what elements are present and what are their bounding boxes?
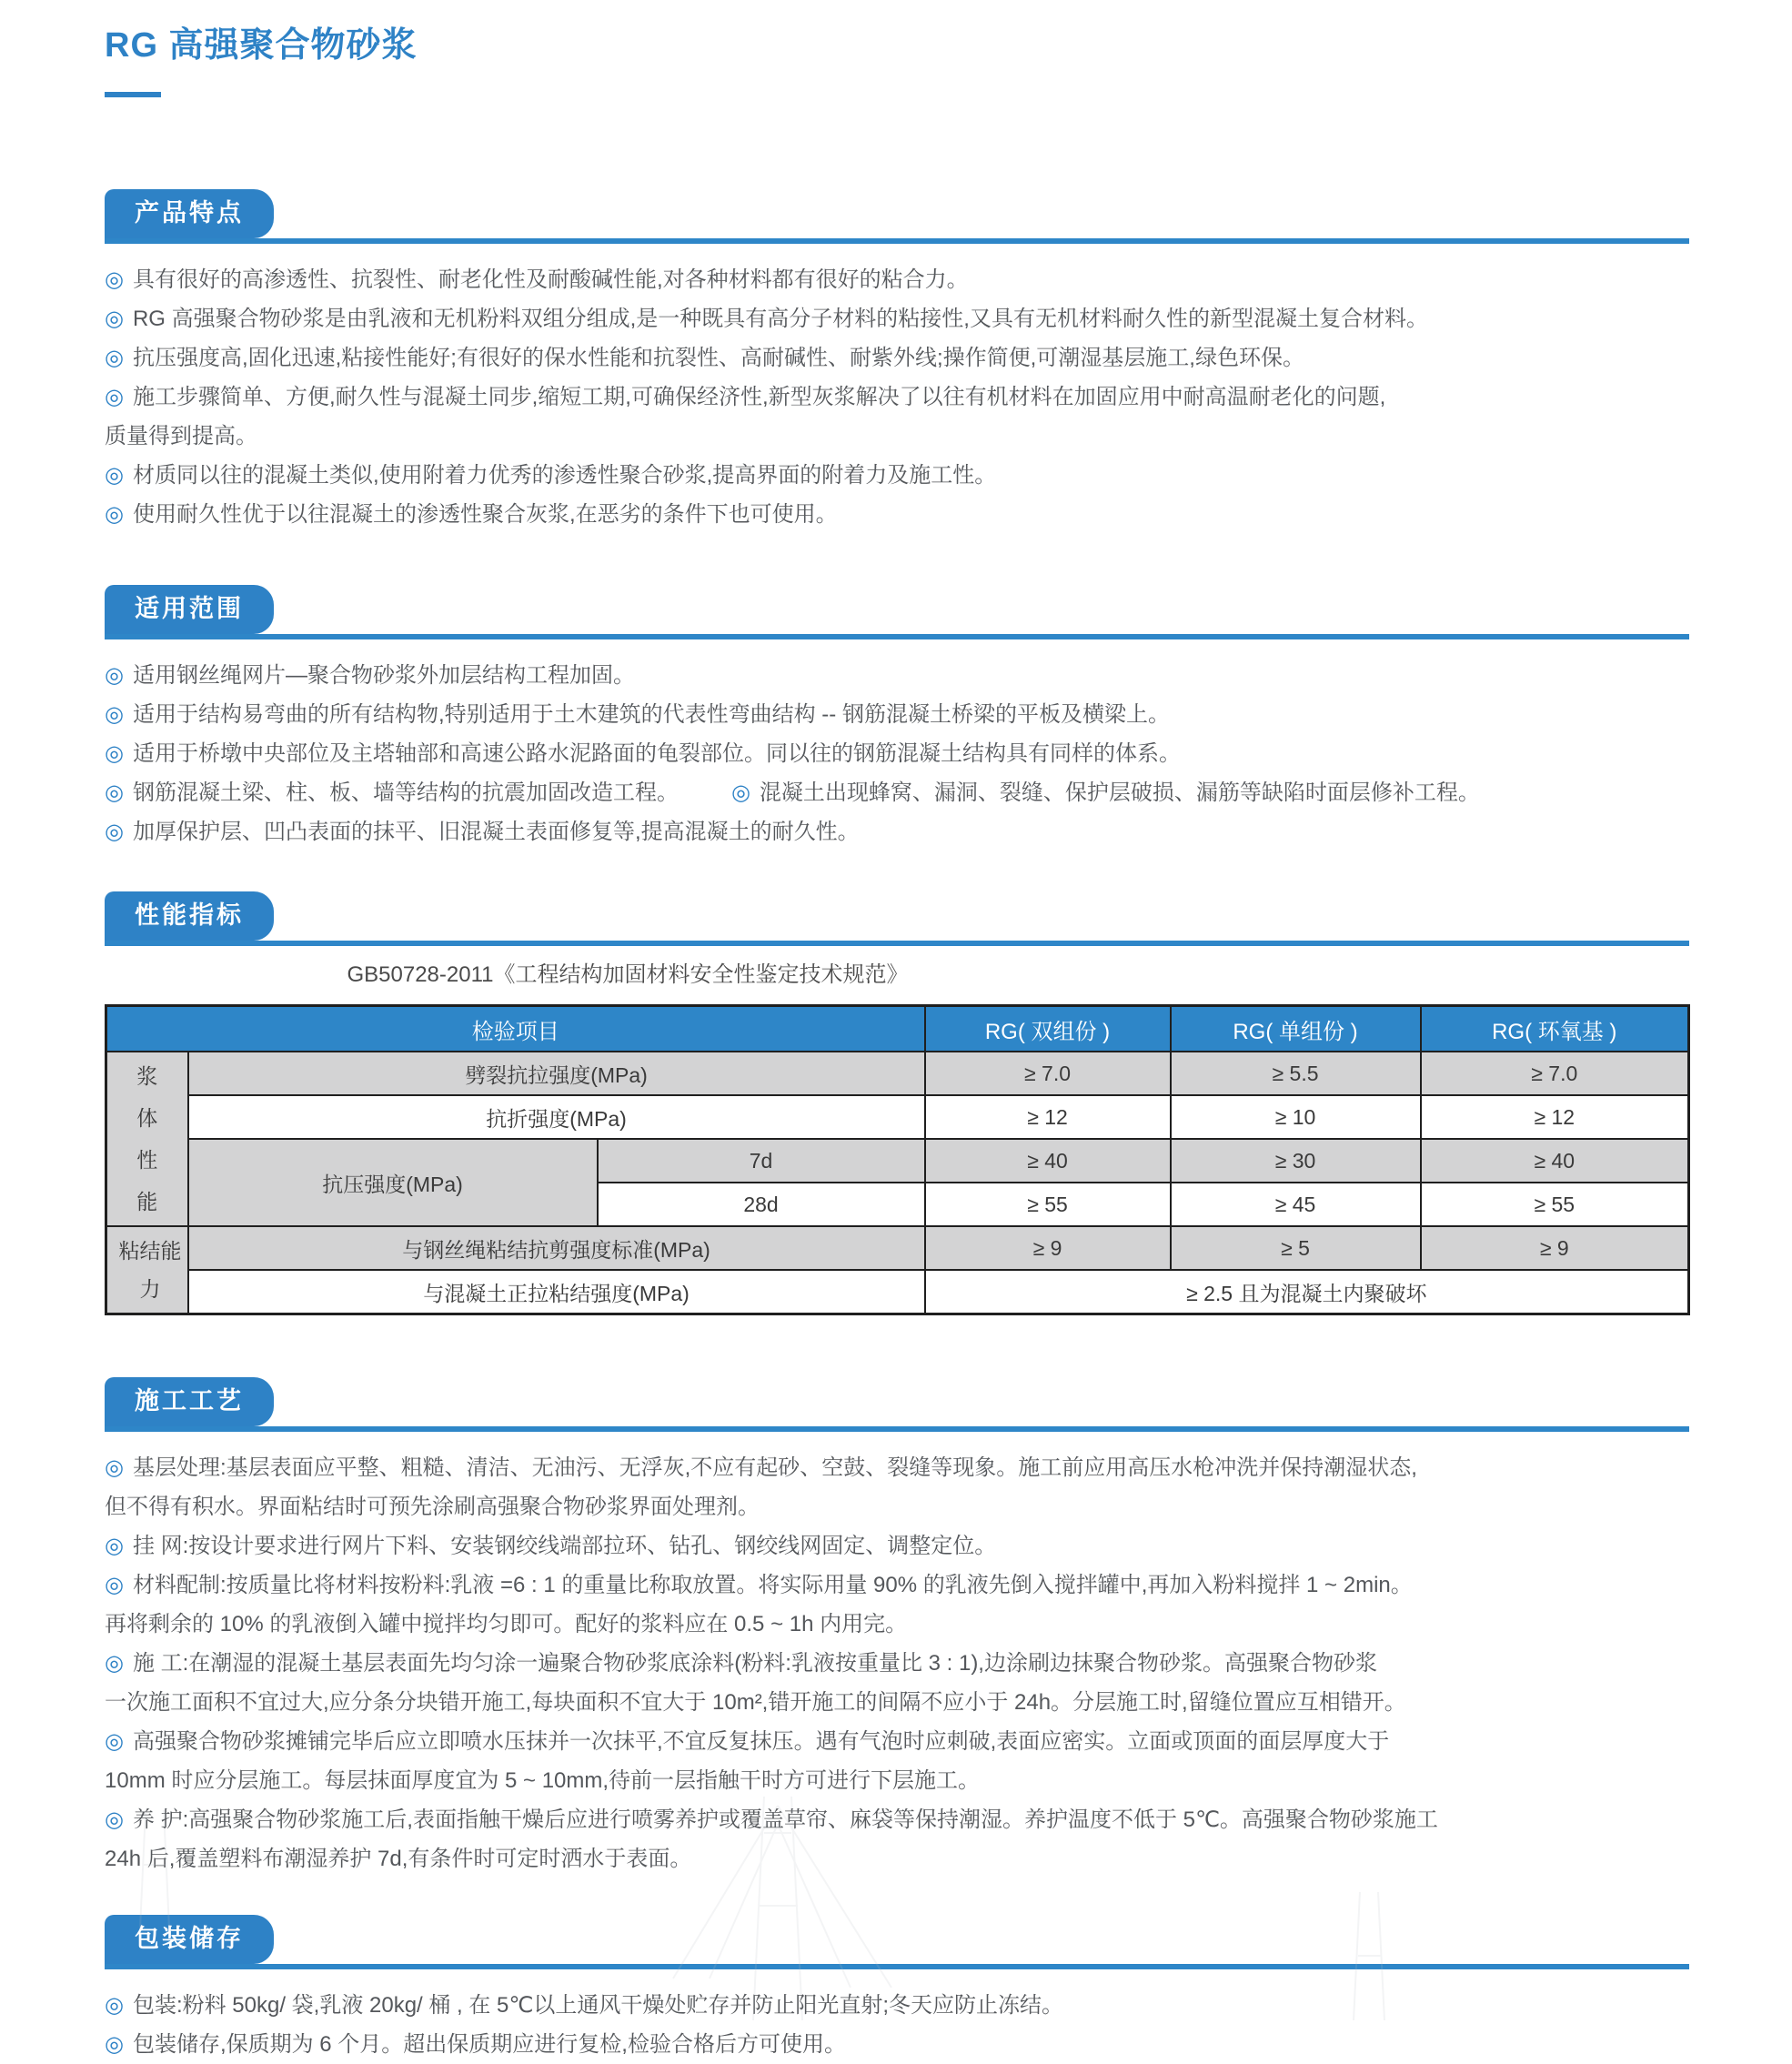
list-item (105, 299, 1689, 338)
performance-table (105, 1004, 1690, 1315)
list-item (105, 1644, 1689, 1683)
list-item-text: 再将剩余的 10% 的乳液倒入罐中搅拌均匀即可。配好的浆料应在 0.5 ~ 1h 内用完。 (105, 1612, 908, 1636)
col-header-rg-epoxy: RG( 环氧基 ) (1421, 1006, 1689, 1052)
row-label: 劈裂抗拉强度(MPa) (188, 1052, 925, 1095)
cell-value: ≥ 45 (1171, 1183, 1421, 1226)
row-group-bonding: 粘结能力 (106, 1226, 188, 1314)
section-application-scope (105, 585, 1689, 851)
list-item-text: 10mm 时应分层施工。每层抹面厚度宜为 5 ~ 10mm,待前一层指触干时方可进行下层施工。 (105, 1768, 981, 1793)
list-item-text: 材质同以往的混凝土类似,使用附着力优秀的渗透性聚合砂浆,提高界面的附着力及施工性。 (132, 463, 997, 488)
list-item (105, 1761, 1689, 1800)
list-item-text: 施 工:在潮湿的混凝土基层表面先均匀涂一遍聚合物砂浆底涂料(粉料:乳液按重量比 3 : 1),边涂刷边抹聚合物砂浆。高强聚合物砂浆 (132, 1651, 1377, 1676)
section-rule (105, 1377, 1689, 1432)
row-group-slurry: 浆体性能 (106, 1052, 188, 1226)
title-underline (105, 92, 161, 97)
list-item-text: 钢筋混凝土梁、柱、板、墙等结构的抗震加固改造工程。 (132, 780, 679, 805)
list-item-text: 抗压强度高,固化迅速,粘接性能好;有很好的保水性能和抗裂性、高耐碱性、耐紫外线;操作简便,可潮湿基层施工,绿色环保。 (132, 346, 1304, 370)
section-packaging-storage (105, 1915, 1689, 2064)
bullet-icon: ◎ (105, 346, 124, 370)
cell-value: ≥ 40 (925, 1139, 1171, 1183)
table-row (106, 1052, 1689, 1095)
cell-value: ≥ 12 (925, 1095, 1171, 1139)
cell-value: ≥ 7.0 (925, 1052, 1171, 1095)
list-item (105, 1986, 1689, 2025)
row-label: 抗折强度(MPa) (188, 1095, 925, 1139)
bullet-list (105, 1448, 1689, 1878)
cell-value-merged: ≥ 2.5 且为混凝土内聚破坏 (925, 1270, 1689, 1314)
bullet-icon: ◎ (105, 780, 124, 805)
list-item-text: 挂 网:按设计要求进行网片下料、安装钢绞线端部拉环、钻孔、钢绞线网固定、调整定位。 (132, 1534, 997, 1558)
bullet-icon: ◎ (105, 702, 124, 727)
col-header-rg-two-part: RG( 双组份 ) (925, 1006, 1171, 1052)
list-item (105, 1683, 1689, 1722)
section-rule (105, 585, 1689, 639)
list-item-text: 适用于结构易弯曲的所有结构物,特别适用于土木建筑的代表性弯曲结构 -- 钢筋混凝土桥梁的平板及横梁上。 (132, 702, 1170, 727)
col-header-item: 检验项目 (106, 1006, 925, 1052)
list-item-text: 材料配制:按质量比将材料按粉料:乳液 =6 : 1 的重量比称取放置。将实际用量 90% 的乳液先倒入搅拌罐中,再加入粉料搅拌 1 ~ 2min。 (132, 1573, 1413, 1597)
list-item-text: 包装:粉料 50kg/ 袋,乳液 20kg/ 桶 , 在 5℃以上通风干燥处贮存并防止阳光直射;冬天应防止冻结。 (132, 1993, 1064, 2018)
list-item-text: 高强聚合物砂浆摊铺完毕后应立即喷水压抹并一次抹平,不宜反复抹压。遇有气泡时应刺破,表面应密实。立面或顶面的面层厚度大于 (132, 1729, 1390, 1754)
bullet-icon: ◎ (105, 463, 124, 488)
bullet-icon: ◎ (105, 267, 124, 292)
list-item-text: 24h 后,覆盖塑料布潮湿养护 7d,有条件时可定时洒水于表面。 (105, 1847, 692, 1871)
cell-value: ≥ 5.5 (1171, 1052, 1421, 1095)
section-badge: 适用范围 (105, 585, 274, 634)
section-product-features (105, 189, 1689, 534)
bullet-icon: ◎ (105, 502, 124, 527)
list-item (105, 260, 1689, 299)
bullet-icon: ◎ (105, 2032, 124, 2057)
section-badge: 施工工艺 (105, 1377, 274, 1426)
list-item (105, 656, 1689, 695)
cell-value: ≥ 30 (1171, 1139, 1421, 1183)
cell-value: ≥ 55 (925, 1183, 1171, 1226)
section-performance-index (105, 891, 1689, 1315)
section-rule (105, 1915, 1689, 1969)
list-item (105, 1722, 1689, 1761)
bullet-icon: ◎ (730, 780, 750, 805)
row-label-compressive: 抗压强度(MPa) (188, 1139, 598, 1226)
bullet-icon: ◎ (105, 1534, 124, 1558)
list-item-text: 混凝土出现蜂窝、漏洞、裂缝、保护层破损、漏筋等缺陷时面层修补工程。 (759, 780, 1480, 805)
table-caption: GB50728-2011《工程结构加固材料安全性鉴定技术规范》 (347, 962, 909, 987)
row-sublabel: 28d (598, 1183, 925, 1226)
list-item-text: 使用耐久性优于以往混凝土的渗透性聚合灰浆,在恶劣的条件下也可使用。 (132, 502, 838, 527)
cell-value: ≥ 40 (1421, 1139, 1689, 1183)
list-item (105, 1526, 1689, 1566)
section-badge: 包装储存 (105, 1915, 274, 1964)
bullet-icon: ◎ (105, 741, 124, 766)
list-item-text: 具有很好的高渗透性、抗裂性、耐老化性及耐酸碱性能,对各种材料都有很好的粘合力。 (132, 267, 969, 292)
list-item (105, 495, 1689, 534)
list-item-text: 包装储存,保质期为 6 个月。超出保质期应进行复检,检验合格后方可使用。 (132, 2032, 846, 2057)
page-title: RG 高强聚合物砂浆 (105, 26, 418, 65)
list-item-text: 一次施工面积不宜过大,应分条分块错开施工,每块面积不宜大于 10m²,错开施工的间隔不应小于 24h。分层施工时,留缝位置应互相错开。 (105, 1690, 1406, 1715)
row-label: 与钢丝绳粘结抗剪强度标准(MPa) (188, 1226, 925, 1270)
bullet-icon: ◎ (105, 1455, 124, 1480)
table-row (106, 1226, 1689, 1270)
list-item (105, 338, 1689, 378)
list-item (105, 456, 1689, 495)
list-item-text: RG 高强聚合物砂浆是由乳液和无机粉料双组分组成,是一种既具有高分子材料的粘接性,又具有无机材料耐久性的新型混凝土复合材料。 (132, 307, 1428, 331)
list-item (105, 1566, 1689, 1605)
section-rule (105, 891, 1689, 946)
table-row (106, 1270, 1689, 1314)
row-sublabel: 7d (598, 1139, 925, 1183)
table-row (106, 1139, 1689, 1183)
list-item (105, 773, 1689, 812)
section-badge: 性能指标 (105, 891, 274, 941)
bullet-icon: ◎ (105, 385, 124, 409)
bullet-list (105, 656, 1689, 851)
cell-value: ≥ 9 (1421, 1226, 1689, 1270)
section-badge: 产品特点 (105, 189, 274, 238)
list-item-text: 施工步骤简单、方便,耐久性与混凝土同步,缩短工期,可确保经济性,新型灰浆解决了以往有机材料在加固应用中耐高温耐老化的问题, (132, 385, 1386, 409)
row-label: 与混凝土正拉粘结强度(MPa) (188, 1270, 925, 1314)
cell-value: ≥ 10 (1171, 1095, 1421, 1139)
bullet-icon: ◎ (105, 1729, 124, 1754)
list-item-text: 养 护:高强聚合物砂浆施工后,表面指触干燥后应进行喷雾养护或覆盖草帘、麻袋等保持潮湿。养护温度不低于 5℃。高强聚合物砂浆施工 (132, 1807, 1438, 1832)
cell-value: ≥ 55 (1421, 1183, 1689, 1226)
bullet-icon: ◎ (105, 307, 124, 331)
list-item-text: 适用钢丝绳网片—聚合物砂浆外加层结构工程加固。 (132, 663, 635, 688)
list-item (105, 1839, 1689, 1878)
col-header-rg-one-part: RG( 单组份 ) (1171, 1006, 1421, 1052)
bullet-icon: ◎ (105, 1993, 124, 2018)
bullet-icon: ◎ (105, 1807, 124, 1832)
list-item (105, 812, 1689, 851)
section-rule (105, 189, 1689, 244)
table-header-row (106, 1006, 1689, 1052)
list-item (105, 734, 1689, 773)
list-item (105, 417, 1689, 456)
bullet-icon: ◎ (105, 1573, 124, 1597)
list-item (105, 1605, 1689, 1644)
bullet-icon: ◎ (105, 663, 124, 688)
list-item-text: 加厚保护层、凹凸表面的抹平、旧混凝土表面修复等,提高混凝土的耐久性。 (132, 820, 860, 844)
cell-value: ≥ 12 (1421, 1095, 1689, 1139)
bullet-icon: ◎ (105, 1651, 124, 1676)
cell-value: ≥ 7.0 (1421, 1052, 1689, 1095)
list-item (105, 378, 1689, 417)
list-item-text: 但不得有积水。界面粘结时可预先涂刷高强聚合物砂浆界面处理剂。 (105, 1495, 760, 1519)
list-item-text: 基层处理:基层表面应平整、粗糙、清洁、无油污、无浮灰,不应有起砂、空鼓、裂缝等现象。施工前应用高压水枪冲洗并保持潮湿状态, (132, 1455, 1417, 1480)
cell-value: ≥ 9 (925, 1226, 1171, 1270)
bullet-list (105, 1986, 1689, 2064)
section-construction-process (105, 1377, 1689, 1878)
list-item (105, 1800, 1689, 1839)
table-row (106, 1095, 1689, 1139)
page-content (105, 0, 1689, 2064)
list-item (105, 695, 1689, 734)
list-item-text: 适用于桥墩中央部位及主塔轴部和高速公路水泥路面的龟裂部位。同以往的钢筋混凝土结构具有同样的体系。 (132, 741, 1181, 766)
bullet-list (105, 260, 1689, 534)
bullet-icon: ◎ (105, 820, 124, 844)
list-item-text: 质量得到提高。 (105, 424, 257, 448)
list-item (105, 2025, 1689, 2064)
cell-value: ≥ 5 (1171, 1226, 1421, 1270)
list-item (105, 1487, 1689, 1526)
list-item (105, 1448, 1689, 1487)
